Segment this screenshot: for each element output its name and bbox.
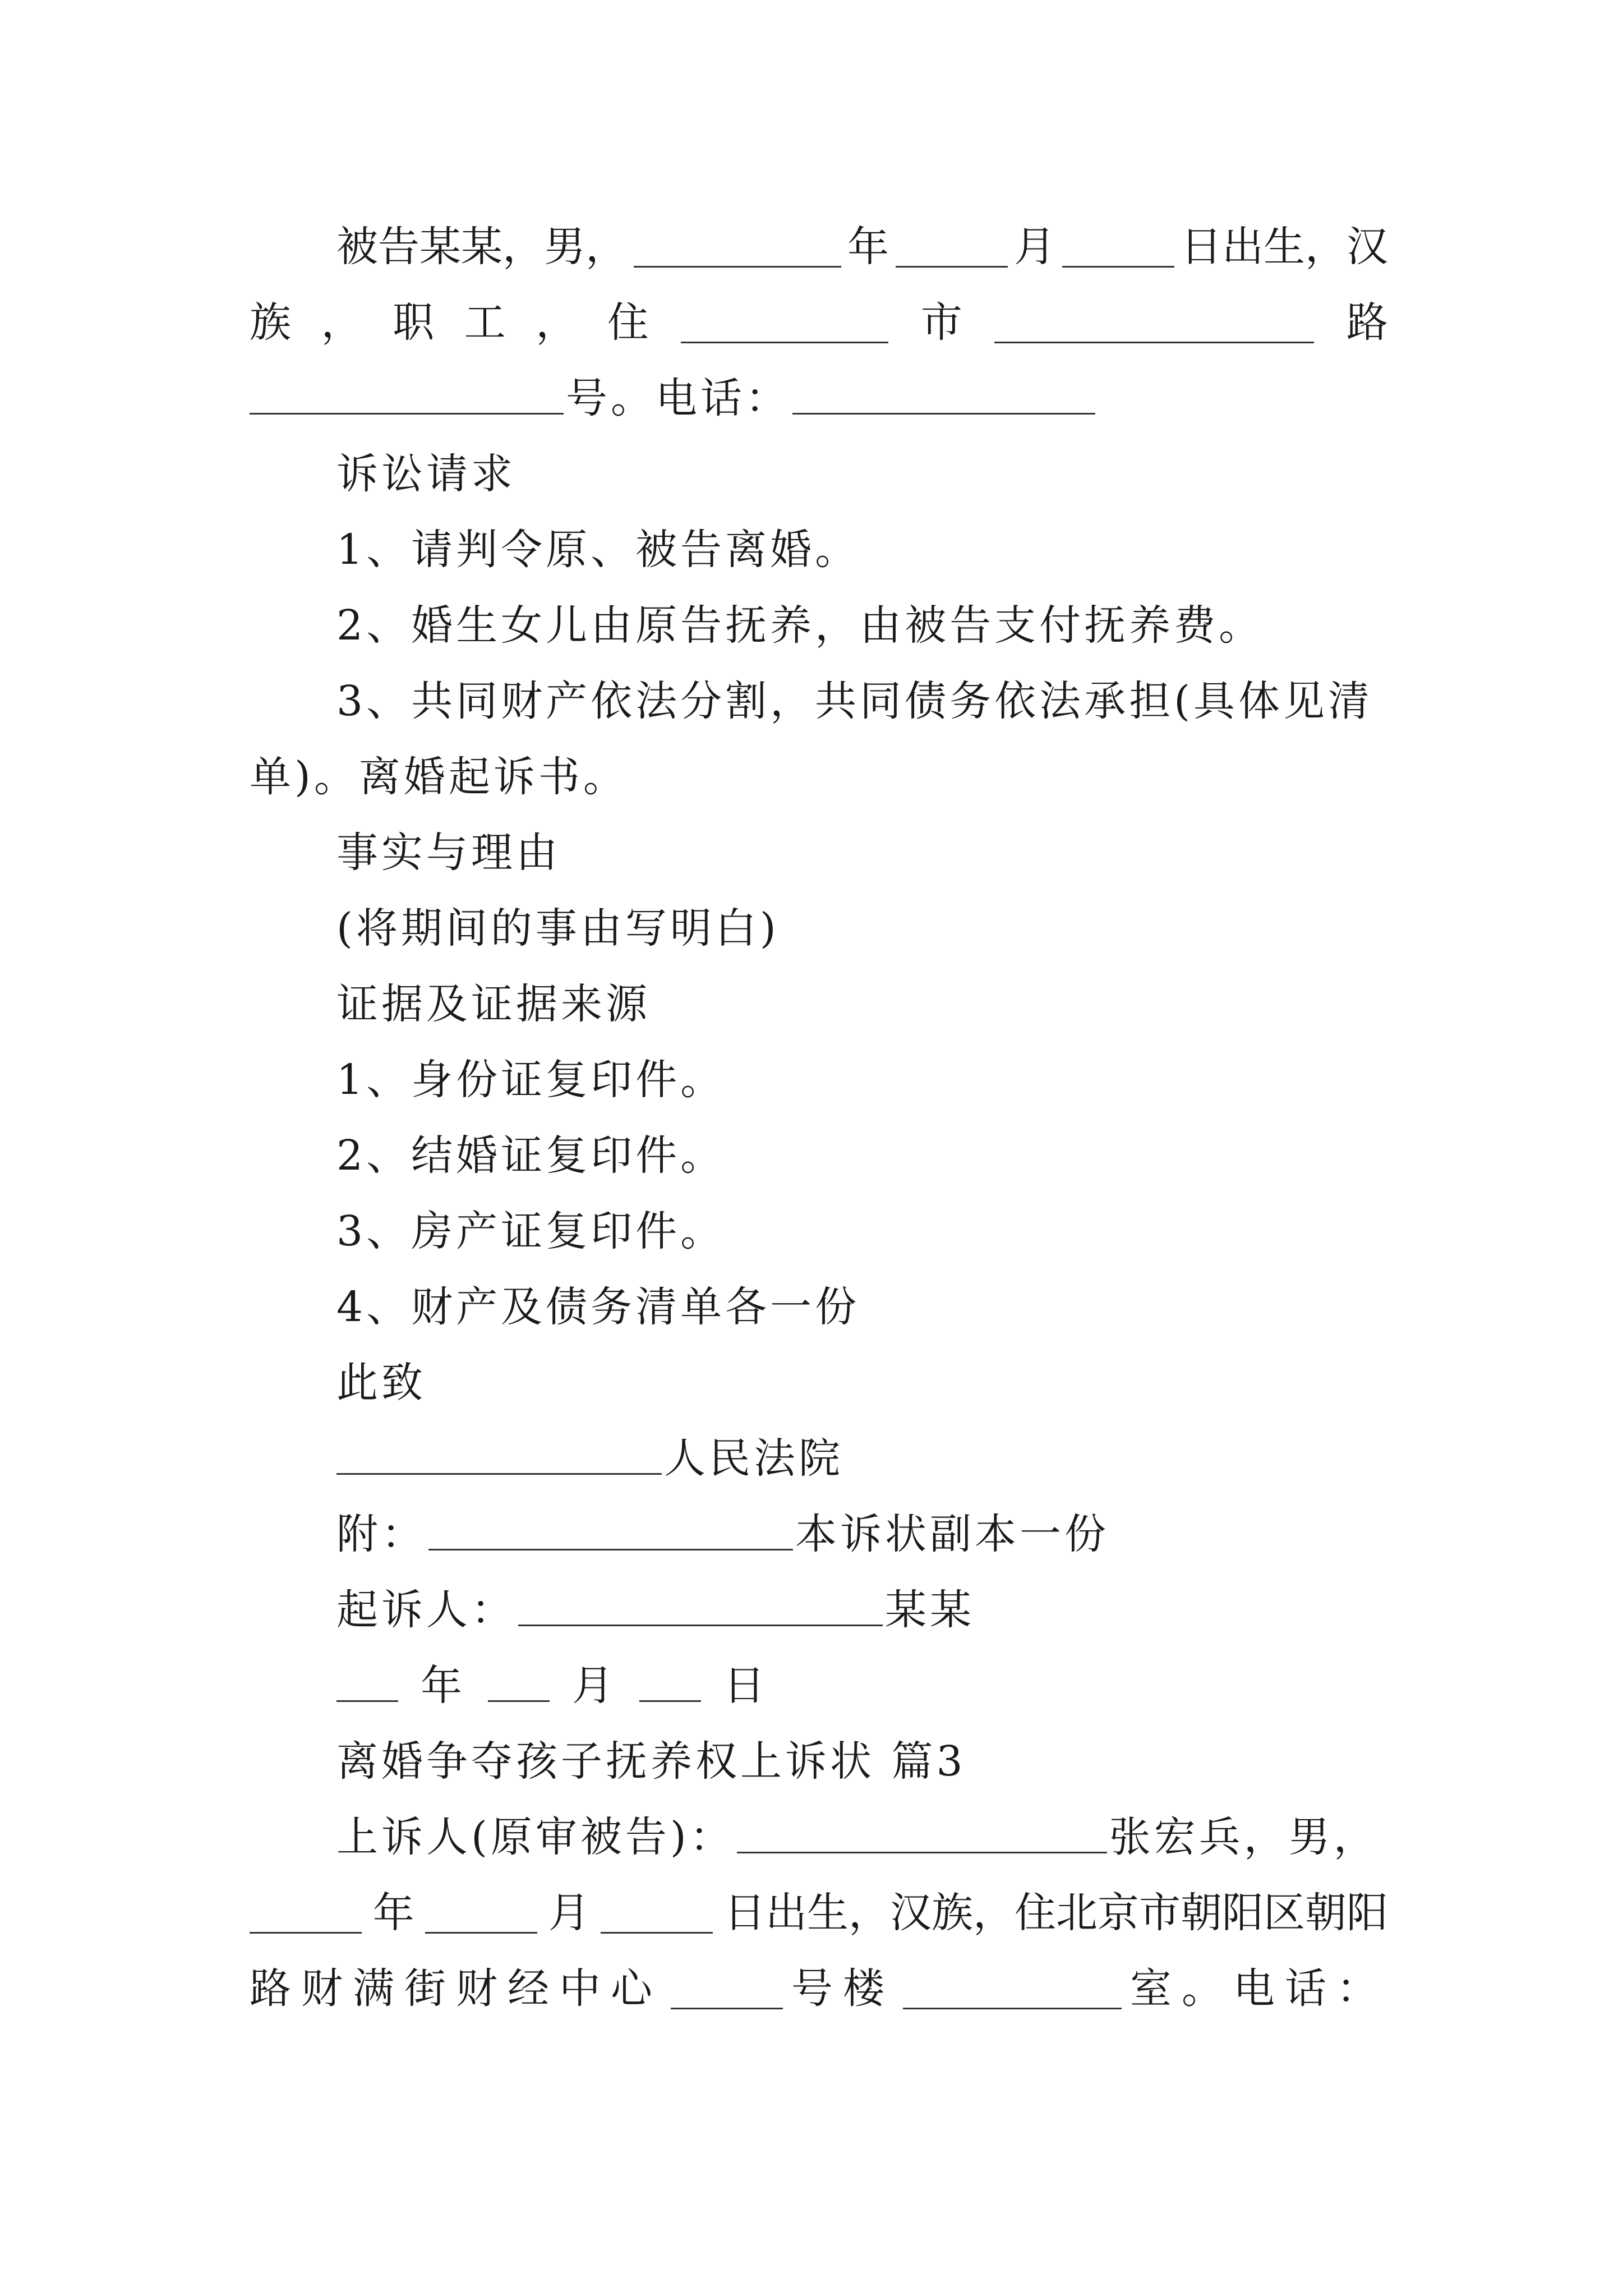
blank-app-birth-day [601,1897,713,1934]
blank-app-birth-month [425,1897,537,1934]
app-month-label: 月 [548,1889,590,1937]
label-month: 月 [1014,223,1055,271]
text-char: ， [536,298,578,347]
court-line [336,1428,1388,1489]
claim-2: 2、婚生女儿由原告抚养，由被告支付抚养费。 [336,601,1264,650]
claim-3-line-2: 单)。离婚起诉书。 [250,753,628,801]
blank-app-birth-year [250,1897,362,1934]
attachment-line [336,1503,1388,1565]
appellant-name-rest: 张宏兵，男， [1109,1813,1378,1861]
app-room-phone: 室。电话： [1130,1964,1388,2013]
blank-date-year [336,1665,398,1702]
date-year-label: 年 [421,1662,465,1710]
blank-appellant [737,1817,1107,1853]
text-char: 职 [393,298,435,347]
blank-phone [792,378,1095,415]
label-day-rest: 日出生，汉 [1181,223,1388,271]
app-building-label: 号楼 [791,1964,895,2013]
text-char: 族 [250,298,291,347]
blank-room [903,1973,1122,2009]
blank-city [681,307,888,343]
app-address: 路财满街财经中心 [250,1964,662,2013]
blank-house-number [250,378,564,415]
blank-birth-day [1062,231,1174,268]
text-char: 住 [607,298,649,347]
app-year-label: 年 [372,1889,414,1937]
defendant-line-3 [250,367,1388,429]
plaintiff-label: 起诉人： [336,1586,516,1634]
evidence-1: 1、身份证复印件。 [336,1056,726,1104]
appellant-line-3 [250,1958,1388,2019]
claim-1: 1、请判令原、被告离婚。 [336,526,860,574]
app-birth-rest: 日出生，汉族，住北京市朝阳区朝阳 [723,1889,1388,1937]
attachment-label: 附： [336,1510,426,1558]
defendant-line-2 [250,292,1388,353]
section-title: 离婚争夺孩子抚养权上诉状 篇3 [336,1737,966,1786]
plaintiff-name: 某某 [885,1586,975,1634]
evidence-3: 3、房产证复印件。 [336,1207,726,1255]
claims-heading: 诉讼请求 [336,450,516,498]
text-char: ， [321,298,363,347]
facts-heading: 事实与理由 [336,829,561,877]
label-city: 市 [920,298,962,347]
blank-plaintiff [518,1590,883,1626]
plaintiff-line [336,1579,1388,1641]
label-road: 路 [1346,298,1388,347]
evidence-heading: 证据及证据来源 [336,980,651,1028]
salutation: 此致 [336,1359,426,1407]
blank-birth-year [634,231,841,268]
blank-attachment [428,1514,793,1550]
date-line [336,1655,1388,1717]
court-label: 人民法院 [664,1434,843,1483]
blank-building [671,1973,783,2009]
text-char: 工 [464,298,506,347]
blank-road [994,307,1314,343]
blank-birth-month [896,231,1008,268]
blank-court-name [336,1438,662,1475]
facts-note: (将期间的事由写明白) [336,904,780,953]
blank-date-day [639,1665,701,1702]
date-day-label: 日 [723,1662,768,1710]
defendant-line-1 [336,216,1388,278]
label-number-phone: 号。电话： [566,374,790,422]
claim-3-line-1: 3、共同财产依法分割，共同债务依法承担(具体见清 [336,677,1373,725]
evidence-2: 2、结婚证复印件。 [336,1131,726,1180]
evidence-4: 4、财产及债务清单各一份 [336,1283,860,1331]
blank-date-month [488,1665,550,1702]
attachment-text: 本诉状副本一份 [795,1510,1109,1558]
date-month-label: 月 [572,1662,617,1710]
defendant-intro: 被告某某，男， [336,223,627,271]
label-year: 年 [847,223,889,271]
appellant-line-2 [250,1882,1388,1944]
appellant-label: 上诉人(原审被告)： [336,1813,735,1861]
appellant-line-1 [336,1806,1388,1868]
